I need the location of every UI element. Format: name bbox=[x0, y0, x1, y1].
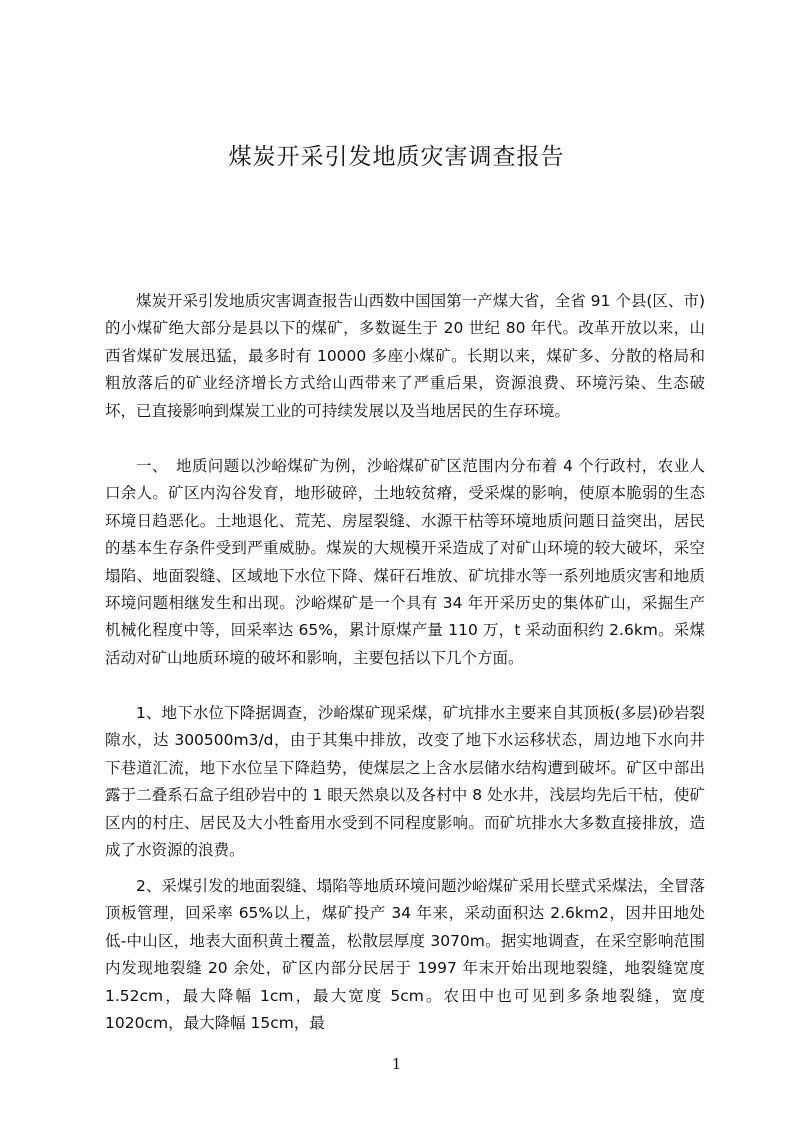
paragraph-intro: 煤炭开采引发地质灾害调查报告山西数中国国第一产煤大省，全省 91 个县(区、市)的小煤矿绝大部分是县以下的煤矿，多数诞生于 20 世纪 80 年代。改革开放以来，山西省煤矿发展迅猛，最多时有 10000 多座小煤矿。长期以来，煤矿多、分散的格局和粗放落后的矿业经济增长方式给山西带来了严重后果，资源浪费、环境污染、生态破坏，已直接影响到煤炭工业的可持续发展以及当地居民的生存环境。 bbox=[105, 292, 705, 420]
paragraph-ground-fissures: 2、采煤引发的地面裂缝、塌陷等地质环境问题沙峪煤矿采用长壁式采煤法，全冒落顶板管理，回采率 65%以上，煤矿投产 34 年来，采动面积达 2.6km2，因井田地处低-中山区，地表大面积黄土覆盖，松散层厚度 3070m。据实地调查，在采空影响范围内发现地裂缝 20 余处，矿区内部分民居于 1997 年末开始出现地裂缝，地裂缝宽度 1.52cm，最大降幅 1cm，最大宽度 5cm。农田中也可见到多条地裂缝，宽度 1020cm，最大降幅 15cm，最 bbox=[105, 877, 721, 1033]
paragraph-section-1: 一、 地质问题以沙峪煤矿为例，沙峪煤矿矿区范围内分布着 4 个行政村，农业人口余人。矿区内沟谷发育，地形破碎，土地较贫瘠，受采煤的影响，使原本脆弱的生态环境日趋恶化。土地退化、荒芜、房屋裂缝、水源干枯等环境地质问题日益突出，居民的基本生存条件受到严重威胁。煤炭的大规模开采造成了对矿山环境的较大破坏，采空塌陷、地面裂缝、区域地下水位下降、煤矸石堆放、矿坑排水等一系列地质灾害和地质环境问题相继发生和出现。沙峪煤矿是一个具有 34 年开采历史的集体矿山，采掘生产机械化程度中等，回采率达 65%，累计原煤产量 110 万，t 采动面积约 2.6km。采煤活动对矿山地质环境的破坏和影响，主要包括以下几个方面。 bbox=[105, 457, 705, 667]
document-title: 煤炭开采引发地质灾害调查报告 bbox=[228, 144, 565, 170]
page-number: 1 bbox=[391, 1055, 402, 1073]
paragraph-groundwater: 1、地下水位下降据调查，沙峪煤矿现采煤，矿坑排水主要来自其顶板(多层)砂岩裂隙水，达 300500m3/d，由于其集中排放，改变了地下水运移状态，周边地下水向井下巷道汇流，地下水位呈下降趋势，使煤层之上含水层储水结构遭到破坏。矿区中部出露于二叠系石盒子组砂岩中的 1 眼天然泉以及各村中 8 处水井，浅层均先后干枯，使矿区内的村庄、居民及大小牲畜用水受到不同程度影响。而矿坑排水大多数直接排放，造成了水资源的浪费。 bbox=[105, 704, 705, 860]
